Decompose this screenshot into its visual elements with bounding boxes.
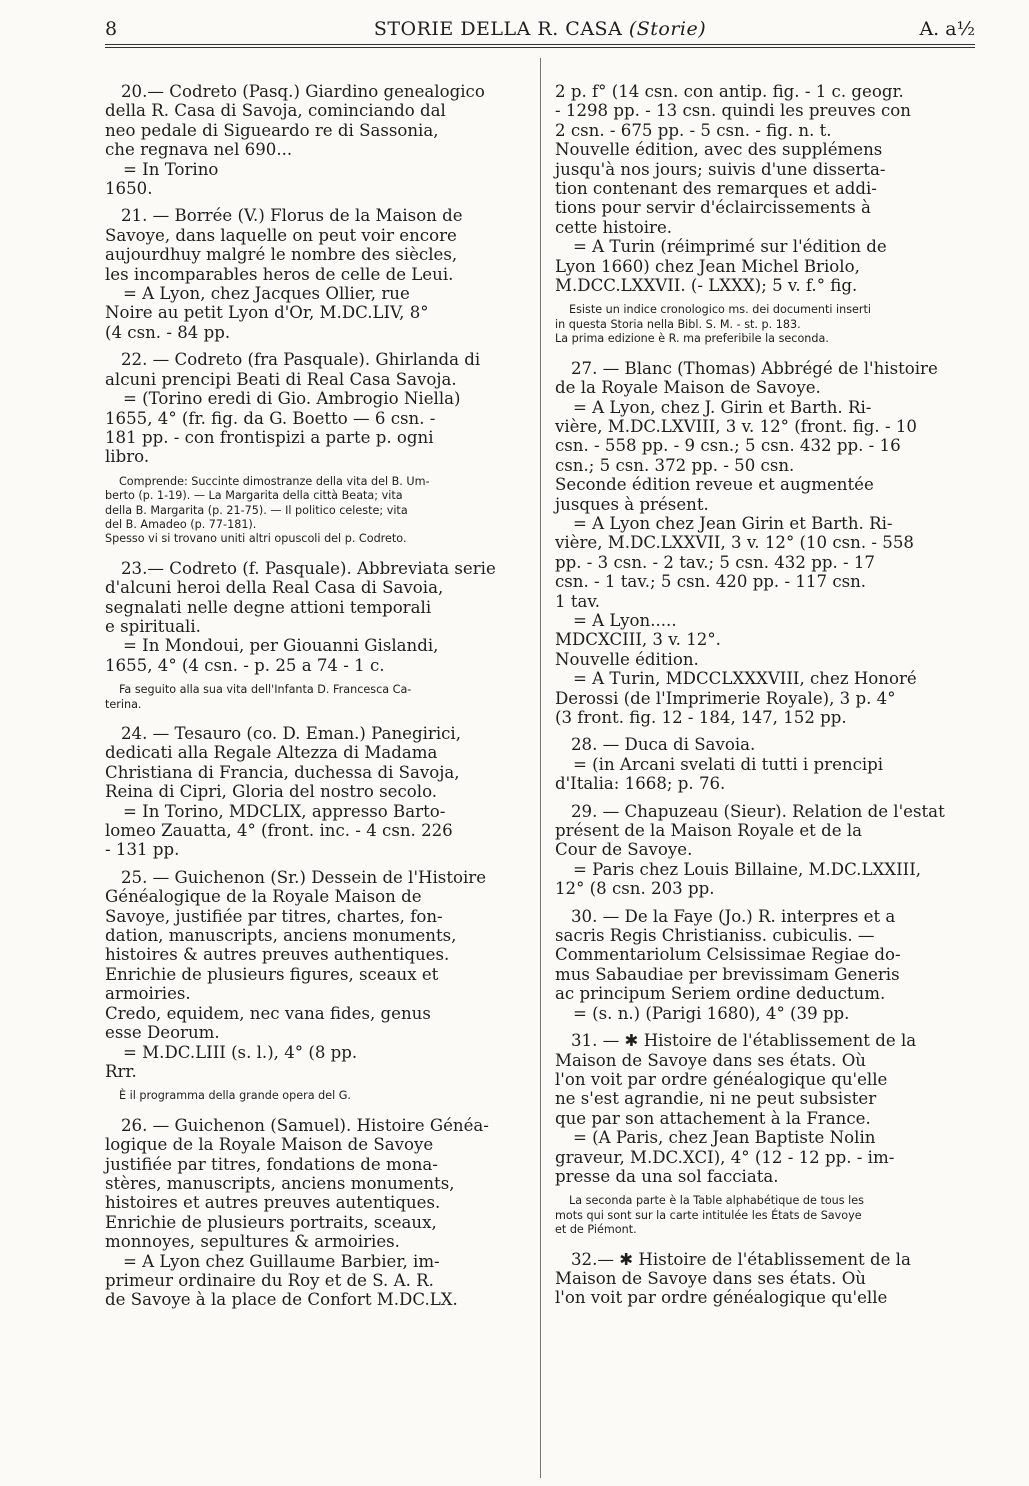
text-line: = A Turin (réimprimé sur l'édition de — [573, 237, 887, 257]
bibliography-entry — [555, 1250, 977, 1308]
text-line: Généalogique de la Royale Maison de — [105, 887, 422, 907]
page-number: 8 — [105, 18, 118, 40]
text-line: justifiée par titres, fondations de mona- — [105, 1154, 438, 1174]
text-line: 1655, 4° (fr. fig. da G. Boetto — 6 csn. - — [105, 408, 436, 428]
text-line: monnoyes, sepultures & armoiries. — [105, 1232, 400, 1252]
signature-mark: A. a½ — [919, 18, 975, 40]
text-line: - 131 pp. — [105, 840, 180, 860]
text-line: 22. — Codreto (fra Pasquale). Ghirlanda di — [121, 350, 481, 370]
text-line: Enrichie de plusieurs portraits, sceaux, — [105, 1212, 437, 1232]
bibliography-entry — [105, 868, 530, 1081]
text-line: 29. — Chapuzeau (Sieur). Relation de l'estat — [571, 801, 945, 821]
text-line: 28. — Duca di Savoia. — [571, 735, 756, 755]
text-line: MDCXCIII, 3 v. 12°. — [555, 630, 721, 650]
text-line: libro. — [105, 447, 150, 467]
text-line: 26. — Guichenon (Samuel). Histoire Généa- — [121, 1115, 489, 1135]
text-line: Lyon 1660) chez Jean Michel Briolo, — [555, 256, 860, 276]
text-line: d'Italia: 1668; p. 76. — [555, 774, 726, 794]
text-line: 181 pp. - con frontispizi a parte p. ogni — [105, 427, 434, 447]
text-line: Commentariolum Celsissimae Regiae do- — [555, 945, 901, 965]
text-line: de Savoye à la place de Confort M.DC.LX. — [105, 1290, 458, 1310]
text-line: histoires et autres preuves autentiques. — [105, 1193, 441, 1213]
footnote-block — [555, 303, 977, 346]
text-line: 21. — Borrée (V.) Florus de la Maison de — [121, 206, 463, 226]
text-line: del B. Amadeo (p. 77-181). — [105, 517, 257, 531]
text-line: (4 csn. - 84 pp. — [105, 322, 231, 342]
text-line: d'alcuni heroi della Real Casa di Savoia, — [105, 578, 444, 598]
text-line: che regnava nel 690... — [105, 140, 293, 160]
text-line: pp. - 3 csn. - 2 tav.; 5 csn. 432 pp. - 17 — [555, 552, 875, 572]
text-line: = A Lyon chez Guillaume Barbier, im- — [123, 1251, 440, 1271]
bibliography-entry — [555, 802, 977, 899]
running-title-text: STORIE DELLA R. CASA — [373, 18, 623, 40]
text-line: Nouvelle édition, avec des supplémens — [555, 140, 883, 160]
text-line: della B. Margarita (p. 21-75). — Il politico celeste; vita — [105, 503, 408, 517]
text-line: La seconda parte è la Table alphabétique de tous les — [569, 1194, 864, 1208]
text-line: Fa seguito alla sua vita dell'Infanta D. Francesca Ca- — [119, 683, 412, 697]
footnote-block — [105, 1089, 530, 1103]
text-line: Cour de Savoye. — [555, 840, 693, 860]
text-line: les incomparables heros de celle de Leui. — [105, 264, 454, 284]
text-line: Seconde édition reveue et augmentée — [555, 475, 874, 495]
text-line: = A Lyon, chez Jacques Ollier, rue — [123, 284, 410, 304]
text-line: 20.— Codreto (Pasq.) Giardino genealogico — [121, 82, 485, 101]
text-line: lomeo Zauatta, 4° (front. inc. - 4 csn. 226 — [105, 821, 453, 841]
text-line: = M.DC.LIII (s. l.), 4° (8 pp. — [123, 1042, 358, 1062]
text-line: graveur, M.DC.XCI), 4° (12 - 12 pp. - im- — [555, 1147, 895, 1167]
text-line: vière, M.DC.LXXVII, 3 v. 12° (10 csn. - 558 — [555, 533, 914, 553]
bibliography-entry — [555, 82, 977, 295]
text-line: histoires & autres preuves authentiques. — [105, 945, 450, 965]
bibliography-entry — [105, 206, 530, 342]
text-line: Esiste un indice cronologico ms. dei documenti inserti — [569, 303, 871, 317]
text-line: mots qui sont sur la carte intitulée les États de Savoye — [555, 1208, 862, 1222]
text-line: (3 front. fig. 12 - 184, 147, 152 pp. — [555, 708, 847, 727]
text-line: et de Piémont. — [555, 1223, 637, 1237]
text-line: tions pour servir d'éclaircissements à — [555, 198, 871, 218]
text-line: ac principum Seriem ordine deductum. — [555, 984, 886, 1004]
text-line: 31. — ✱ Histoire de l'établissement de la — [571, 1031, 917, 1051]
text-line: csn. - 558 pp. - 9 csn.; 5 csn. 432 pp. - 16 — [555, 436, 901, 456]
footnote-block — [555, 1194, 977, 1237]
text-line: 27. — Blanc (Thomas) Abbrégé de l'histoire — [571, 358, 938, 378]
text-line: Noire au petit Lyon d'Or, M.DC.LIV, 8° — [105, 303, 429, 323]
bibliography-entry — [555, 359, 977, 728]
running-title — [105, 18, 975, 40]
column-divider — [540, 58, 541, 1478]
footnote-block — [105, 683, 530, 712]
text-line: berto (p. 1-19). — La Margarita della città Beata; vita — [105, 489, 403, 503]
text-line: Christiana di Francia, duchessa di Savoja, — [105, 762, 460, 782]
text-line: Rrr. — [105, 1061, 137, 1081]
text-line: de la Royale Maison de Savoye. — [555, 378, 821, 398]
text-line: primeur ordinaire du Roy et de S. A. R. — [105, 1270, 434, 1290]
text-line: sacris Regis Christianiss. cubiculis. — — [555, 926, 875, 946]
text-line: dation, manuscripts, anciens monuments, — [105, 926, 457, 946]
text-line: vière, M.DC.LXVIII, 3 v. 12° (front. fig. - 10 — [555, 416, 917, 436]
bibliography-entry — [105, 350, 530, 466]
bibliography-entry — [105, 1116, 530, 1310]
right-column — [555, 82, 977, 1316]
text-line: 2 csn. - 675 pp. - 5 csn. - fig. n. t. — [555, 120, 832, 140]
text-line: ne s'est agrandie, ni ne peut subsister — [555, 1089, 877, 1109]
text-line: jusques à présent. — [555, 494, 709, 514]
text-line: l'on voit par ordre généalogique qu'elle — [555, 1288, 888, 1308]
text-line: 1 tav. — [555, 591, 601, 611]
text-line: Comprende: Succinte dimostranze della vita del B. Um- — [119, 474, 430, 488]
text-line: = In Mondoui, per Giouanni Gislandi, — [123, 636, 439, 656]
text-line: Credo, equidem, nec vana fides, genus — [105, 1003, 431, 1023]
text-line: e spirituali. — [105, 616, 201, 636]
text-line: È il programma della grande opera del G. — [119, 1089, 351, 1103]
text-line: Savoye, dans laquelle on peut voir encore — [105, 225, 457, 245]
text-line: neo pedale di Sigueardo re di Sassonia, — [105, 120, 439, 140]
text-line: que par son attachement à la France. — [555, 1108, 871, 1128]
text-line: 12° (8 csn. 203 pp. — [555, 879, 715, 899]
text-line: in questa Storia nella Bibl. S. M. - st. p. 183. — [555, 317, 801, 331]
text-line: cette histoire. — [555, 217, 673, 237]
text-line: = Paris chez Louis Billaine, M.DC.LXXIII, — [573, 859, 922, 879]
text-line: mus Sabaudiae per brevissimam Generis — [555, 964, 900, 984]
bibliography-entry — [105, 724, 530, 860]
text-line: Derossi (de l'Imprimerie Royale), 3 p. 4° — [555, 688, 896, 708]
text-line: - 1298 pp. - 13 csn. quindi les preuves con — [555, 101, 911, 121]
text-line: jusqu'à nos jours; suivis d'une disserta- — [555, 159, 886, 179]
text-line: = A Lyon chez Jean Girin et Barth. Ri- — [573, 513, 893, 533]
bibliography-entry — [105, 559, 530, 675]
text-line: aujourdhuy malgré le nombre des siècles, — [105, 245, 458, 265]
bibliography-entry — [555, 907, 977, 1023]
text-line: M.DCC.LXXVII. (- LXXX); 5 v. f.° fig. — [555, 276, 858, 296]
text-line: armoiries. — [105, 984, 191, 1004]
text-line: stères, manuscripts, anciens monuments, — [105, 1173, 455, 1193]
text-line: dedicati alla Regale Altezza di Madama — [105, 743, 438, 763]
text-line: Spesso vi si trovano uniti altri opuscoli del p. Codreto. — [105, 532, 407, 546]
text-line: 25. — Guichenon (Sr.) Dessein de l'Histoire — [121, 867, 487, 887]
text-line: terina. — [105, 697, 142, 711]
running-title-italic: (Storie) — [628, 18, 707, 40]
text-line: 1650. — [105, 179, 153, 199]
text-line: = (in Arcani svelati di tutti i prencipi — [573, 754, 884, 774]
text-line: segnalati nelle degne attioni temporali — [105, 597, 432, 617]
bibliography-entry — [105, 82, 530, 198]
text-line: 1655, 4° (4 csn. - p. 25 a 74 - 1 c. — [105, 655, 385, 675]
text-line: 2 p. f° (14 csn. con antip. fig. - 1 c. geogr. — [555, 82, 904, 101]
text-line: = (s. n.) (Parigi 1680), 4° (39 pp. — [573, 1003, 850, 1023]
text-line: alcuni prencipi Beati di Real Casa Savoja. — [105, 369, 457, 389]
text-line: La prima edizione è R. ma preferibile la seconda. — [555, 332, 829, 346]
text-line: Maison de Savoye dans ses états. Où — [555, 1268, 866, 1288]
bibliography-entry — [555, 735, 977, 793]
text-line: = A Turin, MDCCLXXXVIII, chez Honoré — [573, 669, 917, 689]
text-line: presse da una sol facciata. — [555, 1166, 779, 1186]
text-line: della R. Casa di Savoja, cominciando dal — [105, 101, 446, 121]
header-rule-secondary — [105, 47, 975, 48]
text-line: l'on voit par ordre généalogique qu'elle — [555, 1069, 888, 1089]
text-line: = A Lyon, chez J. Girin et Barth. Ri- — [573, 397, 872, 417]
text-line: Maison de Savoye dans ses états. Où — [555, 1050, 866, 1070]
text-line: = (Torino eredi di Gio. Ambrogio Niella) — [123, 389, 461, 409]
text-line: csn. - 1 tav.; 5 csn. 420 pp. - 117 csn. — [555, 572, 867, 592]
text-line: Savoye, justifiée par titres, chartes, fon- — [105, 906, 443, 926]
text-line: présent de la Maison Royale et de la — [555, 821, 863, 841]
header-rule — [105, 44, 975, 45]
text-line: = (A Paris, chez Jean Baptiste Nolin — [573, 1128, 876, 1148]
text-line: Enrichie de plusieurs figures, sceaux et — [105, 964, 439, 984]
text-line: = In Torino, MDCLIX, appresso Barto- — [123, 801, 446, 821]
text-line: logique de la Royale Maison de Savoye — [105, 1135, 434, 1155]
bibliography-entry — [555, 1031, 977, 1186]
text-line: esse Deorum. — [105, 1023, 220, 1043]
text-line: csn.; 5 csn. 372 pp. - 50 csn. — [555, 455, 795, 475]
text-line: 30. — De la Faye (Jo.) R. interpres et a — [571, 906, 896, 926]
text-line: Nouvelle édition. — [555, 649, 699, 669]
footnote-block — [105, 475, 530, 547]
text-line: Reina di Cipri, Gloria del nostro secolo. — [105, 782, 438, 802]
text-line: 32.— ✱ Histoire de l'établissement de la — [571, 1249, 911, 1269]
running-header — [105, 18, 975, 42]
text-line: = A Lyon..... — [573, 610, 677, 630]
text-line: tion contenant des remarques et addi- — [555, 179, 877, 199]
left-column — [105, 82, 530, 1318]
text-line: = In Torino — [123, 159, 219, 179]
text-line: 23.— Codreto (f. Pasquale). Abbreviata serie — [121, 558, 496, 578]
text-line: 24. — Tesauro (co. D. Eman.) Panegirici, — [121, 724, 462, 743]
